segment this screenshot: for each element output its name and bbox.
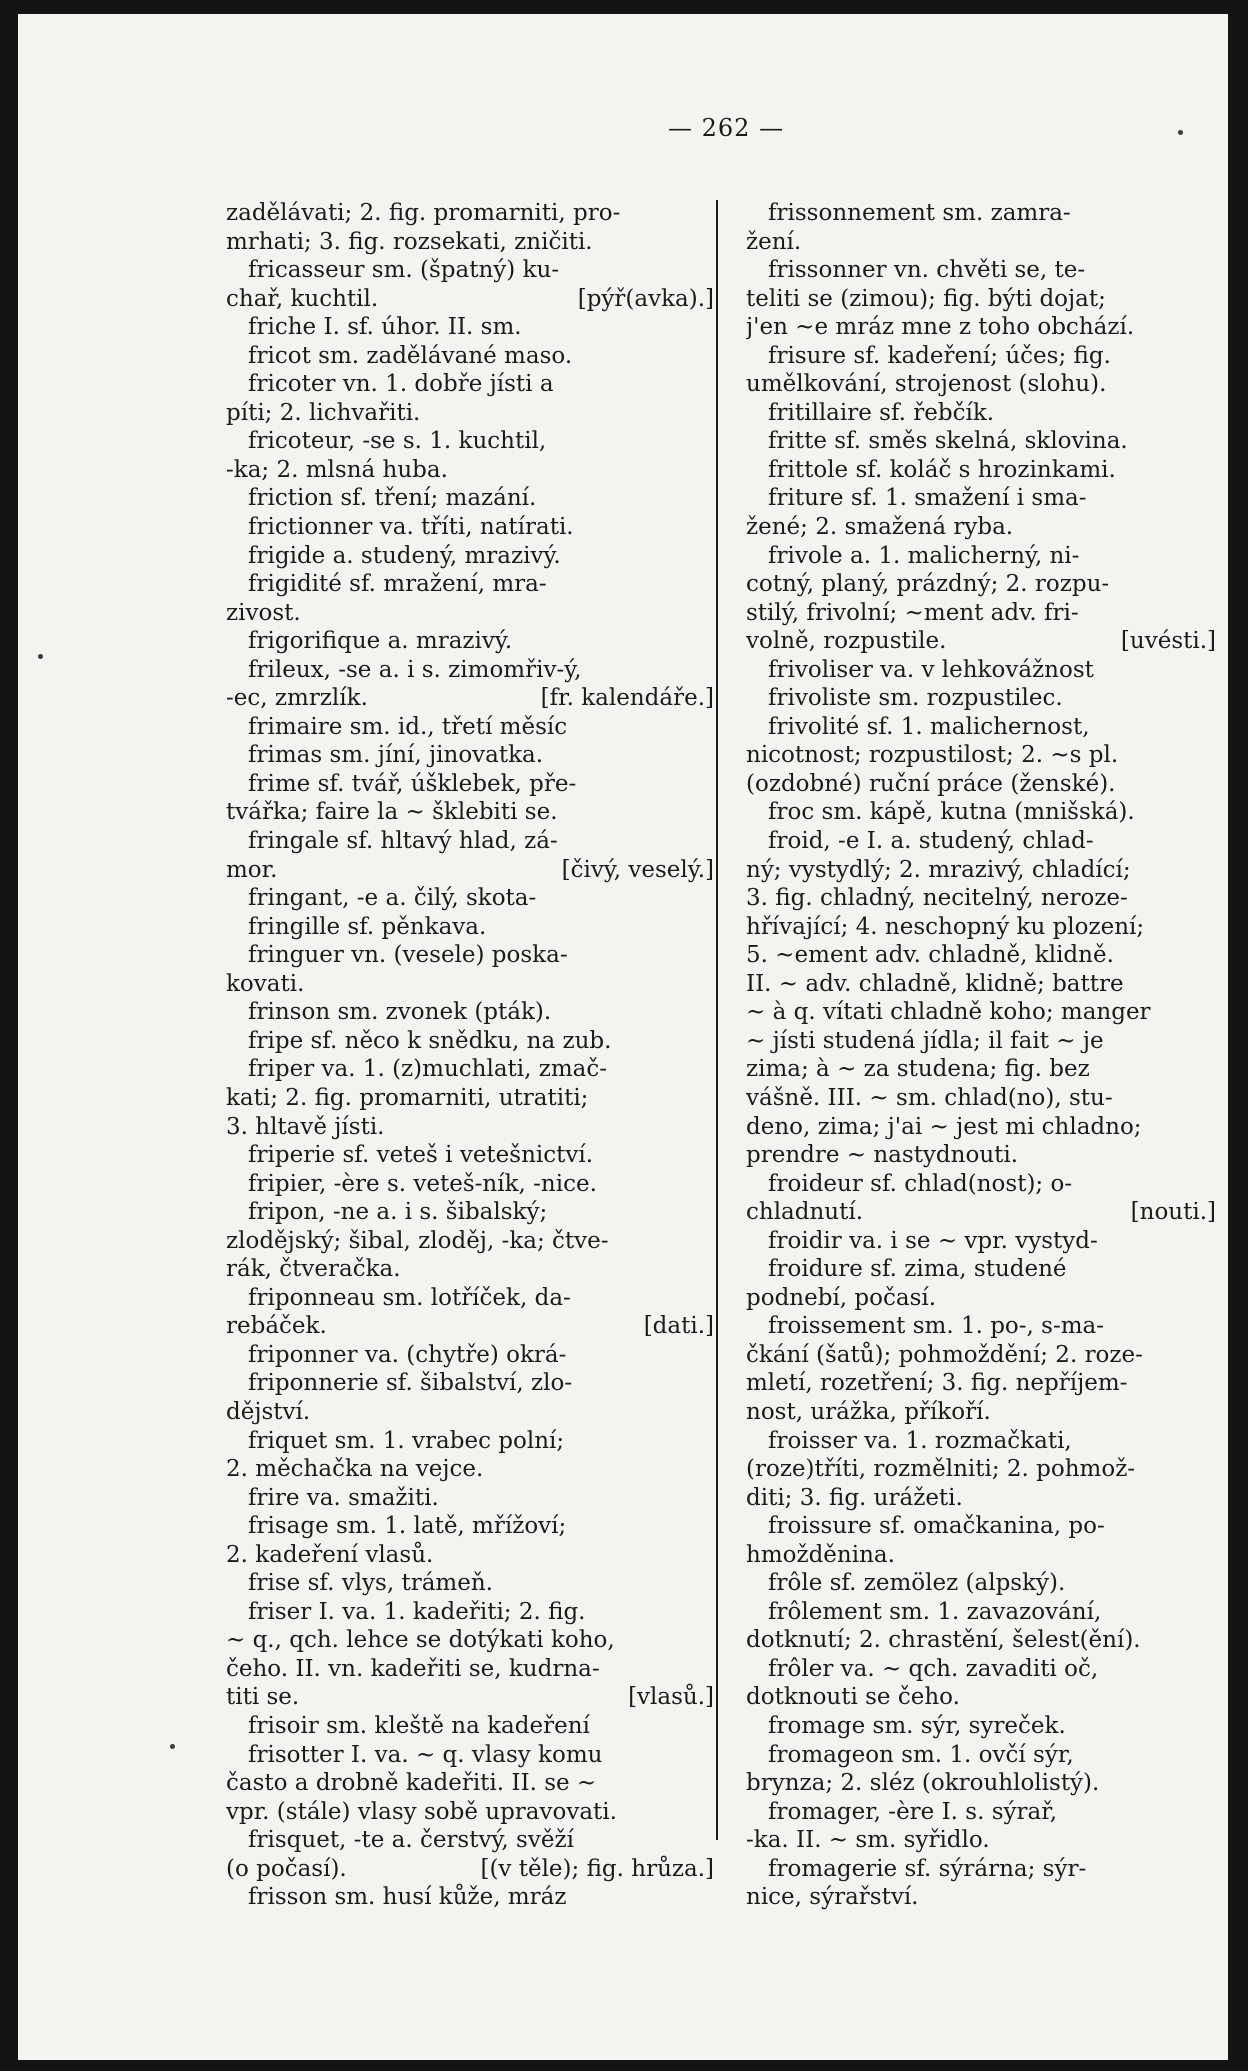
right-column-line [746, 1427, 1216, 1456]
line-text: friper va. 1. (z)muchlati, zmač- [248, 1056, 608, 1083]
right-column-line [746, 1455, 1216, 1484]
right-column-line [746, 1341, 1216, 1370]
left-column-line [226, 1369, 714, 1398]
runover-text: [čivý, veselý.] [561, 856, 714, 883]
left-column-line [226, 1484, 714, 1513]
line-text: frileux, -se a. i s. zimomřiv-ý, [248, 656, 582, 683]
line-text: žené; 2. smažená ryba. [746, 514, 1014, 541]
left-column-line [226, 970, 714, 999]
left-column-line [226, 1712, 714, 1741]
runover-text: [dati.] [643, 1313, 714, 1340]
line-text: -ka; 2. mlsná huba. [226, 456, 448, 483]
left-column-line [226, 313, 714, 342]
line-text: fromager, -ère I. s. sýrař, [768, 1798, 1058, 1825]
left-column-line [226, 998, 714, 1027]
line-text: nicotnost; rozpustilost; 2. ~s pl. [746, 742, 1119, 769]
right-column-line [746, 1712, 1216, 1741]
left-column-line [226, 1113, 714, 1142]
line-text: rák, čtveračka. [226, 1256, 401, 1283]
line-text: hřívající; 4. neschopný ku plození; [746, 913, 1145, 940]
line-text: ~ q., qch. lehce se dotýkati koho, [226, 1627, 615, 1654]
left-column-line [226, 941, 714, 970]
line-text: zivost. [226, 599, 301, 626]
left-column-line [226, 1655, 714, 1684]
line-text: vášně. III. ~ sm. chlad(no), stu- [746, 1084, 1113, 1111]
line-text: fromage sm. sýr, syreček. [768, 1712, 1066, 1739]
line-text: cotný, planý, prázdný; 2. rozpu- [746, 571, 1110, 598]
left-column-line [226, 1855, 714, 1884]
right-column-line [746, 599, 1216, 628]
line-text: frivole a. 1. malicherný, ni- [768, 542, 1080, 569]
right-column-line [746, 1626, 1216, 1655]
line-text: frivolité sf. 1. malichernost, [768, 713, 1090, 740]
speck [170, 1744, 175, 1749]
left-column-line [226, 856, 714, 885]
right-column-line [746, 941, 1216, 970]
runover-text: [(v těle); fig. hrůza.] [480, 1855, 714, 1882]
runover-text: [uvésti.] [1120, 628, 1216, 655]
right-column-line [746, 998, 1216, 1027]
right-column-line [746, 456, 1216, 485]
speck [1178, 130, 1183, 135]
right-column-line [746, 1598, 1216, 1627]
line-text: fricoter vn. 1. dobře jísti a [248, 371, 554, 398]
line-text: fripe sf. něco k snědku, na zub. [248, 1027, 612, 1054]
line-text: stilý, frivolní; ~ment adv. fri- [746, 599, 1079, 626]
line-text: 3. fig. chladný, necitelný, neroze- [746, 885, 1128, 912]
line-text: friponnerie sf. šibalství, zlo- [248, 1370, 573, 1397]
left-column-line [226, 1569, 714, 1598]
line-text: frigidité sf. mražení, mra- [248, 571, 547, 598]
line-text: žení. [746, 228, 802, 255]
right-column-line [746, 570, 1216, 599]
left-column-line [226, 1541, 714, 1570]
left-column-line [226, 1883, 714, 1912]
line-text: (roze)tříti, rozmělniti; 2. pohmož- [746, 1456, 1136, 1483]
left-column-line [226, 1798, 714, 1827]
line-text: froisser va. 1. rozmačkati, [768, 1427, 1072, 1454]
right-column-line [746, 1284, 1216, 1313]
page-number: — 262 — [668, 114, 785, 142]
right-column-line [746, 542, 1216, 571]
line-text: II. ~ adv. chladně, klidně; battre [746, 970, 1124, 997]
left-column-line [226, 370, 714, 399]
right-column-line [746, 1769, 1216, 1798]
line-text: vpr. (stále) vlasy sobě upravovati. [226, 1798, 617, 1825]
line-text: 3. hltavě jísti. [226, 1113, 385, 1140]
line-text: mor. [226, 856, 278, 883]
left-column-line [226, 1170, 714, 1199]
right-column-line [746, 970, 1216, 999]
left-column-line [226, 1512, 714, 1541]
line-text: friser I. va. 1. kadeřiti; 2. fig. [248, 1598, 586, 1625]
right-column-line [746, 1055, 1216, 1084]
runover-text: [vlasů.] [628, 1684, 714, 1711]
line-text: volně, rozpustile. [746, 628, 947, 655]
line-text: -ec, zmrzlík. [226, 685, 368, 712]
line-text: fromagerie sf. sýrárna; sýr- [768, 1855, 1087, 1882]
left-column-line [226, 1427, 714, 1456]
left-column-line [226, 1626, 714, 1655]
left-column-line [226, 827, 714, 856]
right-column-line [746, 1512, 1216, 1541]
dictionary-page [18, 14, 1228, 2060]
line-text: často a drobně kadeřiti. II. se ~ [226, 1770, 597, 1797]
right-column-line [746, 313, 1216, 342]
right-column-line [746, 1855, 1216, 1884]
right-column-line [746, 798, 1216, 827]
right-column-line [746, 285, 1216, 314]
right-column-line [746, 228, 1216, 257]
line-text: frittole sf. koláč s hrozinkami. [768, 456, 1116, 483]
line-text: ný; vystydlý; 2. mrazivý, chladící; [746, 856, 1131, 883]
line-text: fringale sf. hltavý hlad, zá- [248, 828, 558, 855]
left-column-line [226, 285, 714, 314]
left-column-line [226, 1598, 714, 1627]
line-text: nice, sýrařství. [746, 1884, 919, 1911]
left-column-line [226, 627, 714, 656]
line-text: diti; 3. fig. urážeti. [746, 1484, 963, 1511]
line-text: frissonnement sm. zamra- [768, 200, 1071, 226]
left-column-line [226, 1312, 714, 1341]
line-text: fritte sf. směs skelná, sklovina. [768, 428, 1128, 455]
right-column-line [746, 1683, 1216, 1712]
left-column-line [226, 798, 714, 827]
right-column-line [746, 713, 1216, 742]
line-text: frictionner va. tříti, natírati. [248, 514, 574, 541]
line-text: prendre ~ nastydnouti. [746, 1142, 1019, 1169]
line-text: zima; à ~ za studena; fig. bez [746, 1056, 1090, 1083]
line-text: fripon, -ne a. i s. šibalský; [248, 1199, 548, 1226]
right-column-line [746, 1084, 1216, 1113]
line-text: frimas sm. jíní, jinovatka. [248, 742, 544, 769]
line-text: frôle sf. zemölez (alpský). [768, 1570, 1066, 1597]
line-text: froc sm. kápě, kutna (mnišská). [768, 799, 1135, 826]
line-text: (o počasí). [226, 1855, 347, 1882]
line-text: teliti se (zimou); fig. býti dojat; [746, 285, 1106, 312]
left-column-line [226, 513, 714, 542]
right-column-line [746, 656, 1216, 685]
speck [38, 654, 43, 659]
line-text: friponner va. (chytře) okrá- [248, 1341, 567, 1368]
left-column-line [226, 399, 714, 428]
line-text: titi se. [226, 1684, 300, 1711]
line-text: fringille sf. pěnkava. [248, 913, 487, 940]
right-column-line [746, 370, 1216, 399]
left-column-line [226, 1826, 714, 1855]
left-column-line [226, 599, 714, 628]
line-text: frisoir sm. kleště na kadeření [248, 1712, 590, 1739]
line-text: kati; 2. fig. promarniti, utratiti; [226, 1084, 589, 1111]
line-text: 5. ~ement adv. chladně, klidně. [746, 942, 1114, 969]
right-column-line [746, 1141, 1216, 1170]
right-column-line [746, 1369, 1216, 1398]
line-text: dotknouti se čeho. [746, 1684, 960, 1711]
line-text: čeho. II. vn. kadeřiti se, kudrna- [226, 1655, 600, 1682]
left-column-line [226, 1741, 714, 1770]
line-text: fricot sm. zadělávané maso. [248, 342, 573, 369]
line-text: zlodějský; šibal, zloděj, -ka; čtve- [226, 1227, 609, 1254]
line-text: umělkování, strojenost (slohu). [746, 371, 1107, 398]
line-text: j'en ~e mráz mne z toho obchází. [746, 314, 1135, 341]
left-column-line [226, 1284, 714, 1313]
right-column-line [746, 913, 1216, 942]
right-column-line [746, 1541, 1216, 1570]
line-text: fripier, -ère s. veteš-ník, -nice. [248, 1170, 597, 1197]
right-column-line [746, 199, 1216, 228]
line-text: kovati. [226, 970, 305, 997]
right-column-line [746, 1170, 1216, 1199]
line-text: frigorifique a. mrazivý. [248, 628, 513, 655]
line-text: ~ à q. vítati chladně koho; manger [746, 999, 1151, 1026]
line-text: froidir va. i se ~ vpr. vystyd- [768, 1227, 1098, 1254]
line-text: friperie sf. veteš i vetešnictví. [248, 1142, 594, 1169]
line-text: nost, urážka, příkoří. [746, 1398, 991, 1425]
line-text: frôlement sm. 1. zavazování, [768, 1598, 1102, 1625]
right-column-line [746, 1312, 1216, 1341]
right-column-line [746, 256, 1216, 285]
left-column-line [226, 1027, 714, 1056]
line-text: -ka. II. ~ sm. syřidlo. [746, 1827, 990, 1854]
left-column-line [226, 1769, 714, 1798]
line-text: frisure sf. kadeření; účes; fig. [768, 342, 1111, 369]
line-text: frinson sm. zvonek (pták). [248, 999, 552, 1026]
line-text: tvářka; faire la ~ šklebiti se. [226, 799, 558, 826]
right-column-line [746, 1113, 1216, 1142]
line-text: froideur sf. chlad(nost); o- [768, 1170, 1073, 1197]
line-text: friquet sm. 1. vrabec polní; [248, 1427, 565, 1454]
right-column-line [746, 1569, 1216, 1598]
left-column-line [226, 684, 714, 713]
runover-text: [nouti.] [1130, 1199, 1216, 1226]
line-text: frigide a. studený, mrazivý. [248, 542, 561, 569]
line-text: mletí, rozetření; 3. fig. nepříjem- [746, 1370, 1128, 1397]
right-column-line [746, 856, 1216, 885]
left-column-line [226, 1227, 714, 1256]
left-column-line [226, 884, 714, 913]
right-column-line [746, 684, 1216, 713]
runover-text: [pýř(avka).] [577, 285, 714, 312]
right-column-line [746, 1741, 1216, 1770]
left-column-line [226, 1255, 714, 1284]
right-column-line [746, 741, 1216, 770]
left-column-line [226, 256, 714, 285]
line-text: froid, -e I. a. studený, chlad- [768, 828, 1094, 855]
right-column-line [746, 1227, 1216, 1256]
line-text: fringant, -e a. čilý, skota- [248, 885, 537, 912]
left-column-line [226, 741, 714, 770]
right-column-line [746, 1798, 1216, 1827]
line-text: frisage sm. 1. latě, mřížoví; [248, 1513, 567, 1540]
line-text: čkání (šatů); pohmoždění; 2. roze- [746, 1341, 1143, 1368]
left-column-line [226, 770, 714, 799]
line-text: frôler va. ~ qch. zavaditi oč, [768, 1655, 1099, 1682]
line-text: froissure sf. omačkanina, po- [768, 1513, 1105, 1540]
runover-text: [fr. kalendáře.] [540, 685, 714, 712]
left-column-line [226, 713, 714, 742]
right-column-line [746, 1655, 1216, 1684]
right-column-line [746, 427, 1216, 456]
line-text: dotknutí; 2. chrastění, šelest(ění). [746, 1627, 1141, 1654]
line-text: friche I. sf. úhor. II. sm. [248, 314, 522, 341]
right-column-line [746, 884, 1216, 913]
line-text: fromageon sm. 1. ovčí sýr, [768, 1741, 1074, 1768]
right-column-line [746, 1398, 1216, 1427]
left-column-line [226, 1398, 714, 1427]
left-column-line [226, 1341, 714, 1370]
left-column-line [226, 456, 714, 485]
left-column-line [226, 542, 714, 571]
line-text: frisquet, -te a. čerstvý, svěží [248, 1827, 574, 1854]
line-text: frisotter I. va. ~ q. vlasy komu [248, 1741, 603, 1768]
line-text: friction sf. tření; mazání. [248, 485, 537, 512]
line-text: dějství. [226, 1398, 311, 1425]
line-text: frime sf. tvář, úšklebek, pře- [248, 770, 577, 797]
line-text: hmožděnina. [746, 1541, 895, 1568]
line-text: froissement sm. 1. po-, s-ma- [768, 1313, 1105, 1340]
line-text: fringuer vn. (vesele) poska- [248, 942, 568, 969]
left-column-line [226, 1198, 714, 1227]
right-column-line [746, 1826, 1216, 1855]
right-column-line [746, 1198, 1216, 1227]
left-column-line [226, 199, 714, 228]
left-column-line [226, 342, 714, 371]
line-text: zadělávati; 2. fig. promarniti, pro- [226, 200, 621, 226]
line-text: píti; 2. lichvařiti. [226, 399, 421, 426]
line-text: (ozdobné) ruční práce (ženské). [746, 770, 1116, 797]
line-text: mrhati; 3. fig. rozsekati, zničiti. [226, 228, 593, 255]
line-text: frivoliste sm. rozpustilec. [768, 685, 1063, 712]
line-text: 2. měchačka na vejce. [226, 1456, 484, 1483]
line-text: brynza; 2. sléz (okrouhlolistý). [746, 1770, 1100, 1797]
line-text: frisson sm. husí kůže, mráz [248, 1884, 567, 1911]
line-text: frise sf. vlys, trámeň. [248, 1570, 493, 1597]
left-column-line [226, 913, 714, 942]
column-divider [716, 200, 718, 1840]
right-column-line [746, 827, 1216, 856]
right-column-line [746, 627, 1216, 656]
line-text: rebáček. [226, 1313, 327, 1340]
right-column-line [746, 770, 1216, 799]
left-column-line [226, 1683, 714, 1712]
right-column-line [746, 342, 1216, 371]
line-text: friponneau sm. lotříček, da- [248, 1284, 571, 1311]
line-text: chař, kuchtil. [226, 285, 379, 312]
line-text: frire va. smažiti. [248, 1484, 439, 1511]
left-column-line [226, 228, 714, 257]
right-column-line [746, 1255, 1216, 1284]
line-text: fricasseur sm. (špatný) ku- [248, 257, 560, 284]
left-column-line [226, 484, 714, 513]
right-column-line [746, 399, 1216, 428]
right-column-line [746, 1883, 1216, 1912]
left-column-line [226, 1084, 714, 1113]
line-text: frivoliser va. v lehkovážnost [768, 656, 1094, 683]
right-column-line [746, 513, 1216, 542]
right-column-line [746, 484, 1216, 513]
left-column-line [226, 427, 714, 456]
line-text: ~ jísti studená jídla; il fait ~ je [746, 1027, 1104, 1054]
right-column-line [746, 1027, 1216, 1056]
left-column-line [226, 1455, 714, 1484]
line-text: podnebí, počasí. [746, 1284, 937, 1311]
left-column-line [226, 656, 714, 685]
line-text: deno, zima; j'ai ~ jest mi chladno; [746, 1113, 1142, 1140]
left-column-line [226, 1141, 714, 1170]
left-column-line [226, 1055, 714, 1084]
right-column-line [746, 1484, 1216, 1513]
line-text: froidure sf. zima, studené [768, 1256, 1067, 1283]
line-text: frissonner vn. chvěti se, te- [768, 257, 1086, 284]
line-text: fricoteur, -se s. 1. kuchtil, [248, 428, 547, 455]
line-text: friture sf. 1. smažení i sma- [768, 485, 1087, 512]
line-text: frimaire sm. id., třetí měsíc [248, 713, 568, 740]
line-text: chladnutí. [746, 1199, 864, 1226]
left-column [226, 199, 714, 1912]
right-column [746, 199, 1216, 1912]
left-column-line [226, 570, 714, 599]
line-text: fritillaire sf. řebčík. [768, 399, 995, 426]
line-text: 2. kadeření vlasů. [226, 1541, 434, 1568]
